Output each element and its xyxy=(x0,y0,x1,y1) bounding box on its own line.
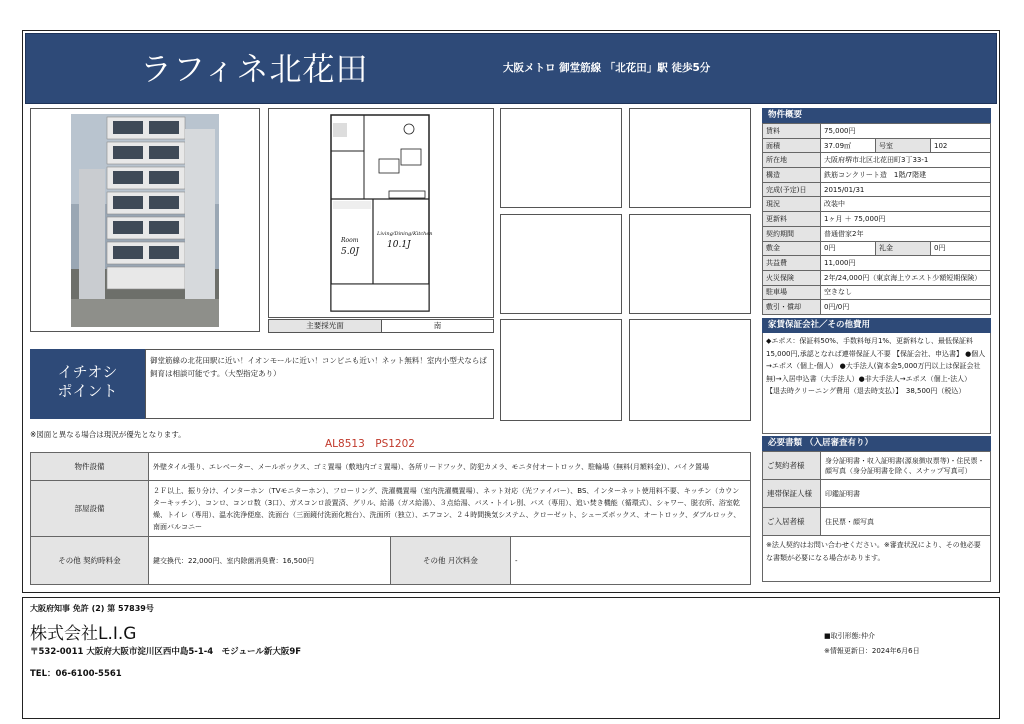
room-label: Room xyxy=(341,237,359,244)
photo-slot xyxy=(629,319,751,421)
summary-label: 共益費 xyxy=(763,256,821,271)
summary-row xyxy=(763,197,991,212)
summary-label: 契約期間 xyxy=(763,226,821,241)
company-frame xyxy=(22,597,1000,719)
documents-note: ※法人契約はお問い合わせください。※審査状況により、その他必要な書類が必要になる場合があります。 xyxy=(762,536,991,582)
orientation-label: 主要採光面 xyxy=(269,320,382,332)
table-row: 部屋設備 ２Ｆ以上、振り分け、インターホン（TVモニターホン）、フローリング、洗濯機置場（室内洗濯機置場）、ネット対応（光ファイバー）、BS、インターネット使用料不要、キッチン（カウンターキッチン）、コンロ、コンロ数（3口）、ガスコンロ設置済、グリル、給湯（ガス給湯）、３点給湯、バス・トイレ別、バス（専用）、追い焚き機能（循環式）、シャワー、脱衣所、浴室乾燥、トイレ（専用）、温水洗浄便座、洗面台（三面鏡付洗面化粧台）、洗面所（独立）、エアコン、２４時間換気システム、クローゼット、シューズボックス、オートロック、ダブルロック、南面バルコニー xyxy=(31,481,751,537)
summary-value: 0円 xyxy=(821,241,876,256)
summary-row xyxy=(763,153,991,168)
summary-row xyxy=(763,168,991,183)
summary-label: 構造 xyxy=(763,168,821,183)
summary-label: 礼金 xyxy=(876,241,931,256)
building-photo xyxy=(31,109,259,331)
property-summary xyxy=(762,108,991,315)
details-table xyxy=(30,452,751,585)
company-tel: TEL：06-6100-5561 xyxy=(30,669,122,679)
summary-row xyxy=(763,138,991,153)
orientation-row xyxy=(268,319,494,333)
documents-title: 必要書類 （入居審査有り） xyxy=(762,436,991,451)
summary-title: 物件概要 xyxy=(762,108,991,123)
summary-label: 更新料 xyxy=(763,212,821,227)
summary-value: 75,000円 xyxy=(821,124,991,139)
guarantor-section xyxy=(762,318,991,434)
photo-slot xyxy=(629,214,751,314)
building-photo-frame xyxy=(30,108,260,332)
room-size: 5.0J xyxy=(341,247,359,257)
summary-row xyxy=(763,256,991,271)
pr-heading: イチオシ ポイント xyxy=(30,349,145,419)
photo-slot xyxy=(500,214,622,314)
ldk-label: Living/Dining/Kitchen xyxy=(377,231,433,237)
summary-value: 大阪府堺市北区北花田町3丁33-1 xyxy=(821,153,991,168)
photo-slot xyxy=(500,108,622,208)
guarantor-text: ◆エポス：保証料50%、手数料毎月1%、更新料なし、最低保証料15,000円,承認となれば連帯保証人不要 【保証会社、申込書】 ●個人→エポス（個上-個人） ●大手法人(資本金5,000万円以上は保証会社無)→入居申込書（大手法人）●非大手法人→エポス（個上-法人） 【退去時クリーニング費用（退去時支払）】 38,500円（税込） xyxy=(762,333,991,434)
table-row: ご契約者様 身分証明書・収入証明書(源泉徴収票等)・住民票・顔写真（身分証明書を除く、スナップ写真可） xyxy=(763,452,991,480)
summary-row xyxy=(763,241,991,256)
summary-label: 火災保険 xyxy=(763,270,821,285)
floorplan xyxy=(269,109,493,317)
company-address: 〒532-0011 大阪府大阪市淀川区西中島5-1-4 モジュール新大阪9F xyxy=(30,647,302,657)
summary-label: 号室 xyxy=(876,138,931,153)
documents-section xyxy=(762,436,991,582)
summary-row xyxy=(763,226,991,241)
summary-value: 鉄筋コンクリート造 1階/7階建 xyxy=(821,168,991,183)
summary-value: 2015/01/31 xyxy=(821,182,991,197)
summary-value: 改装中 xyxy=(821,197,991,212)
summary-label: 敷金 xyxy=(763,241,821,256)
table-row: 物件設備 外壁タイル張り、エレベーター、メールボックス、ゴミ置場（敷地内ゴミ置場）、各所リードフック、防犯カメラ、モニタ付オートロック、駐輪場（無料(月額料金)）、バイク置場 xyxy=(31,453,751,481)
summary-label: 駐車場 xyxy=(763,285,821,300)
table-row: 連帯保証人様 印鑑証明書 xyxy=(763,480,991,508)
summary-row xyxy=(763,285,991,300)
summary-value: 普通借家2年 xyxy=(821,226,991,241)
summary-value: 11,000円 xyxy=(821,256,991,271)
summary-value: 2年/24,000円（東京海上ウエスト少額短期保険） xyxy=(821,270,991,285)
summary-row xyxy=(763,182,991,197)
summary-value: 0円 xyxy=(931,241,991,256)
transaction-type: ■取引形態:仲介 xyxy=(824,632,875,640)
property-name: ラフィネ北花田 xyxy=(140,50,369,88)
summary-value: 102 xyxy=(931,138,991,153)
company-name: 株式会社L.I.G xyxy=(30,624,137,644)
summary-value: 0円/0円 xyxy=(821,300,991,315)
summary-row xyxy=(763,212,991,227)
summary-label: 賃料 xyxy=(763,124,821,139)
summary-row xyxy=(763,300,991,315)
summary-label: 完成(予定)日 xyxy=(763,182,821,197)
pr-text: 御堂筋線の北花田駅に近い！イオンモールに近い！コンビニも近い！ネット無料！室内小型犬ならば飼育は相談可能です。（大型指定あり） xyxy=(145,349,494,419)
summary-label: 所在地 xyxy=(763,153,821,168)
summary-row xyxy=(763,270,991,285)
station-access: 大阪メトロ 御堂筋線 「北花田」駅 徒歩5分 xyxy=(503,62,711,74)
summary-row xyxy=(763,124,991,139)
update-date: ※情報更新日：2024年6月6日 xyxy=(824,647,920,655)
floorplan-frame xyxy=(268,108,494,318)
summary-label: 面積 xyxy=(763,138,821,153)
guarantor-title: 家賃保証会社／その他費用 xyxy=(762,318,991,333)
license-number: 大阪府知事 免許 (2) 第 57839号 xyxy=(30,604,154,613)
summary-value: 空きなし xyxy=(821,285,991,300)
photo-slot xyxy=(629,108,751,208)
table-row: その他 契約時料金 鍵交換代：22,000円、室内除菌消臭費：16,500円 その他 月次料金 - xyxy=(31,537,751,585)
summary-label: 敷引・償却 xyxy=(763,300,821,315)
summary-value: 1ヶ月 ＋ 75,000円 xyxy=(821,212,991,227)
notice-text: ※図面と異なる場合は現況が優先となります。 xyxy=(30,430,186,439)
summary-value: 37.09㎡ xyxy=(821,138,876,153)
table-row: ご入居者様 住民票・顔写真 xyxy=(763,508,991,536)
reference-code: AL8513 PS1202 xyxy=(325,438,415,450)
photo-slot xyxy=(500,319,622,421)
ldk-size: 10.1J xyxy=(387,240,411,250)
summary-label: 現況 xyxy=(763,197,821,212)
orientation-value: 南 xyxy=(433,321,442,330)
